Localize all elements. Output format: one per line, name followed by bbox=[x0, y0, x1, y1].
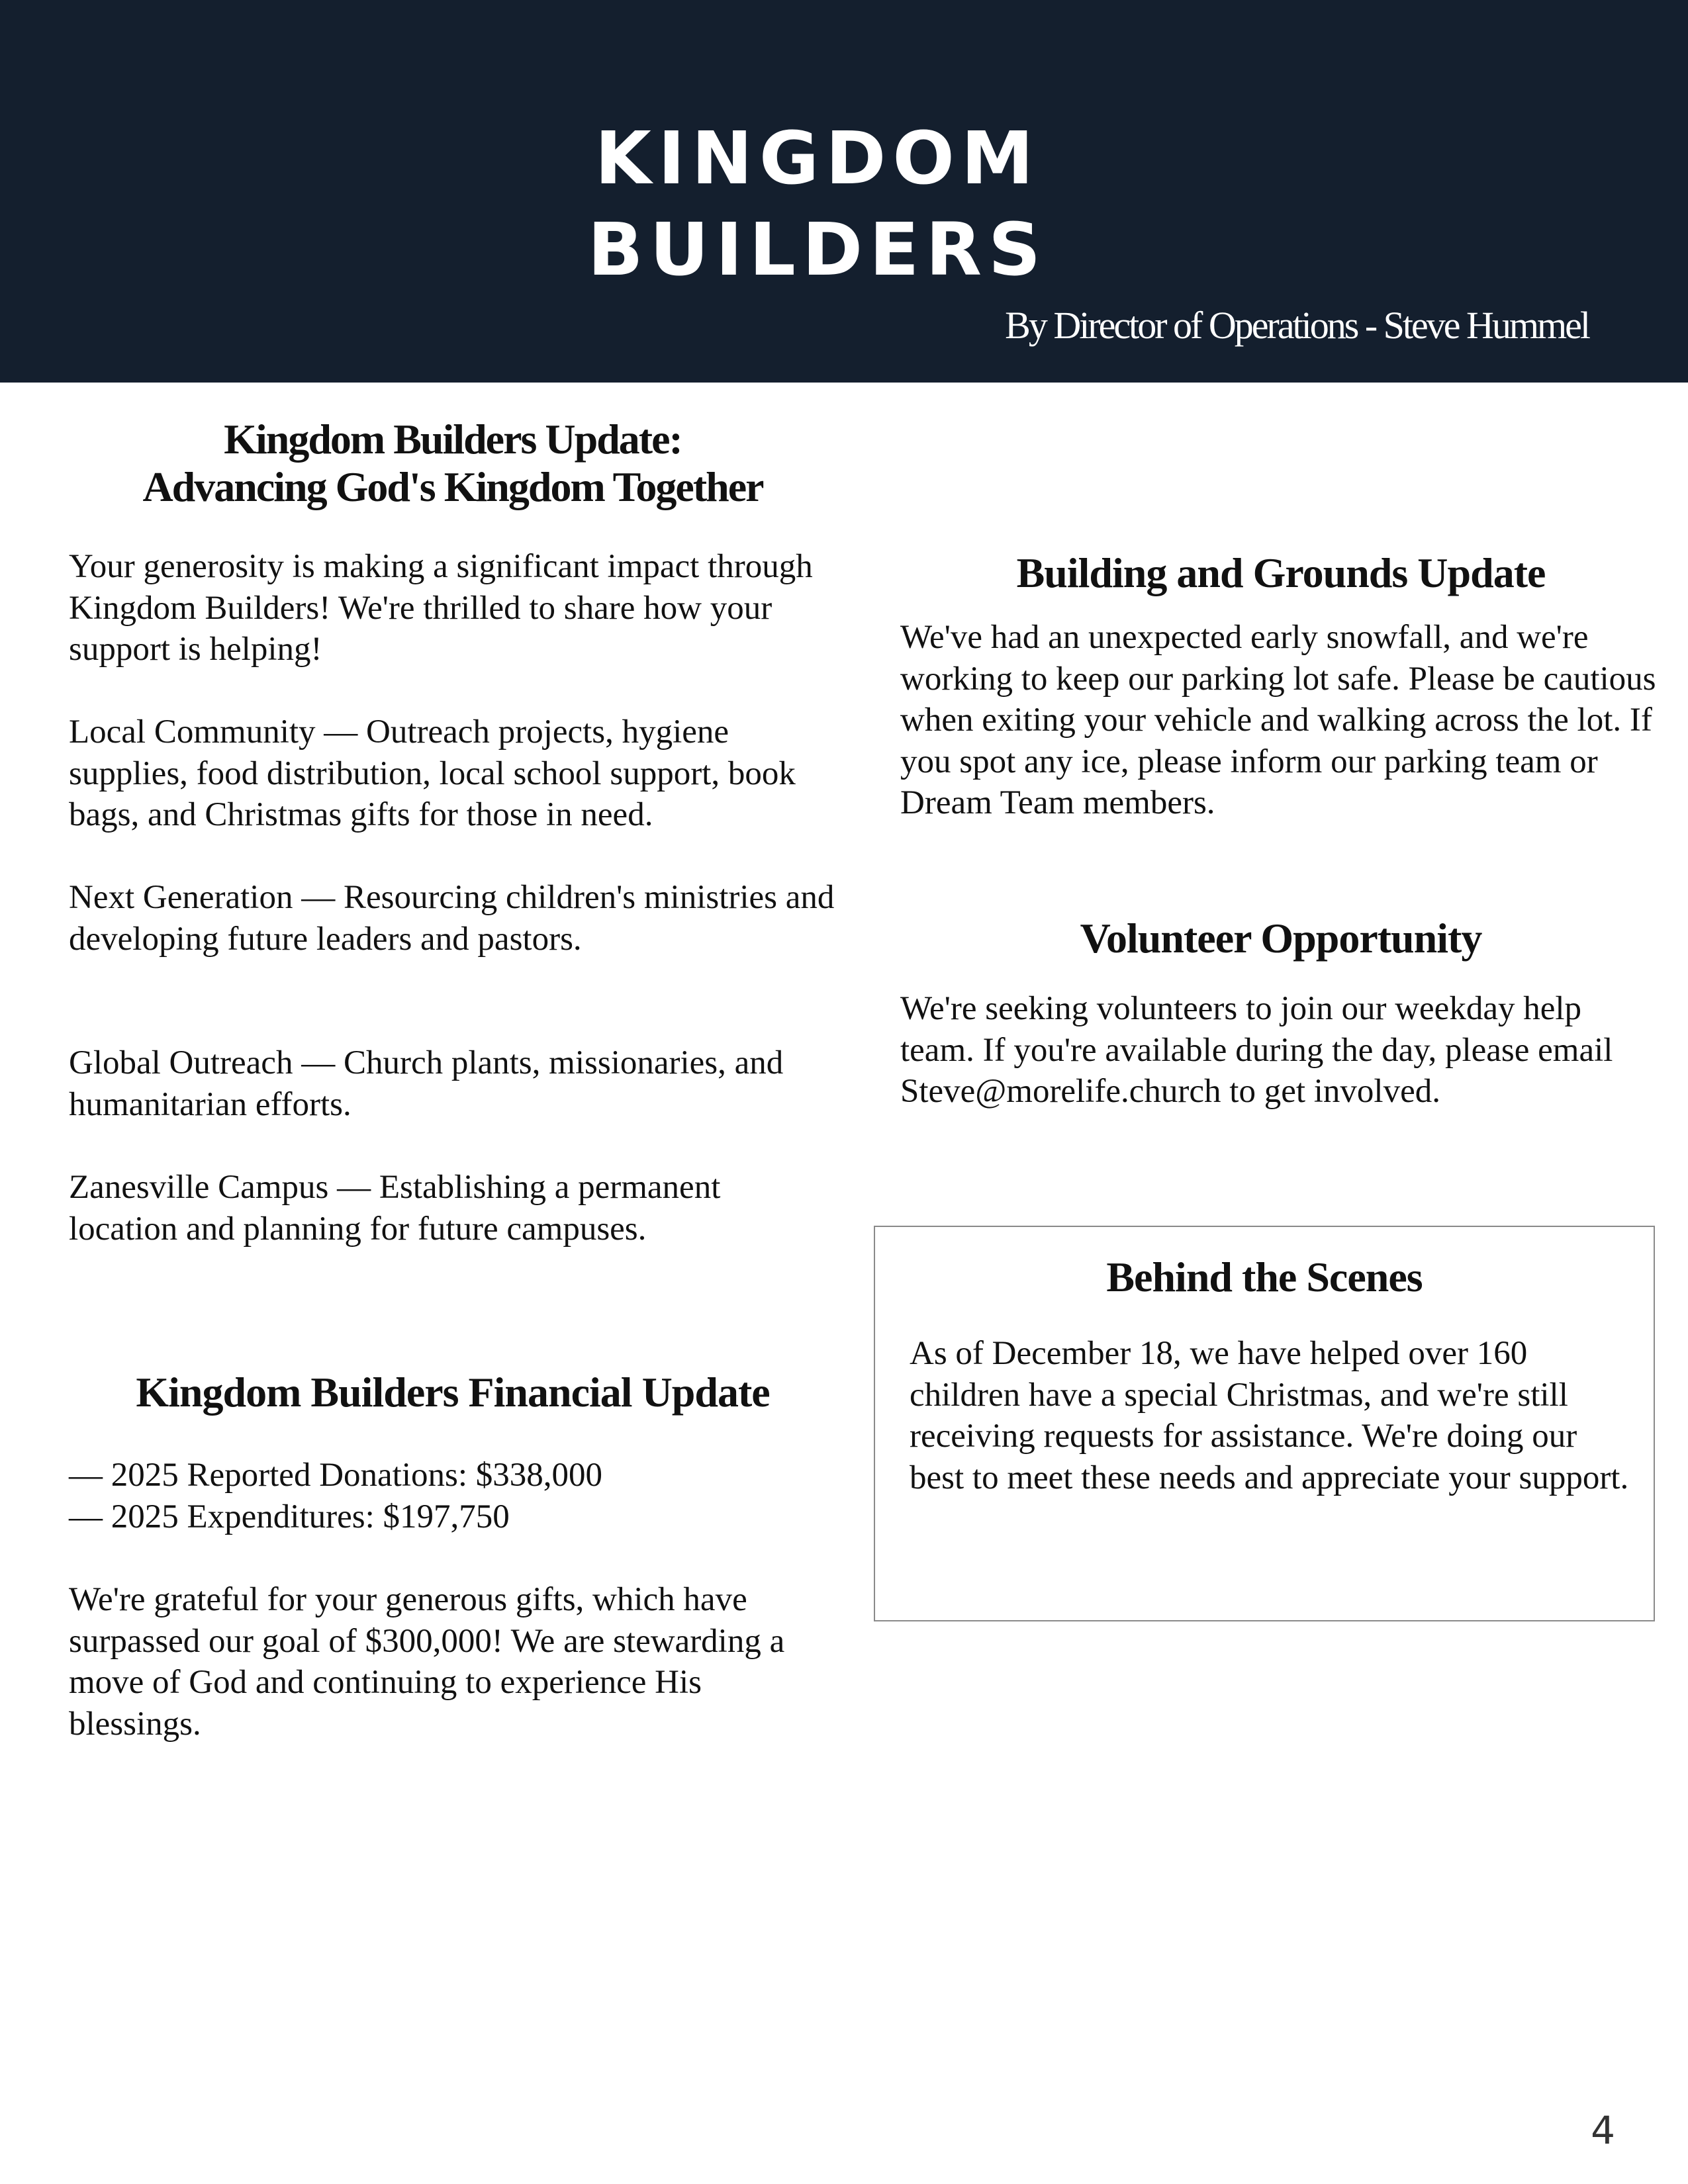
volunteer-heading: Volunteer Opportunity bbox=[1080, 915, 1482, 962]
update-section bbox=[69, 416, 837, 511]
page-title bbox=[0, 113, 1635, 295]
volunteer-paragraph: We're seeking volunteers to join our weekday help team. If you're available during the day, please email Steve@morelife.church to get involved. bbox=[900, 990, 1613, 1110]
update-heading-line-2: Advancing God's Kingdom Together bbox=[142, 463, 763, 510]
update-heading bbox=[69, 416, 837, 511]
behind-the-scenes-box bbox=[874, 1226, 1655, 1621]
author-byline: By Director of Operations - Steve Hummel bbox=[1005, 304, 1589, 347]
global-outreach-paragraph: Global Outreach — Church plants, missionaries, and humanitarian efforts. bbox=[69, 1044, 784, 1123]
update-heading-line-1: Kingdom Builders Update: bbox=[224, 416, 682, 463]
title-line-1: KINGDOM bbox=[594, 116, 1041, 201]
local-community-paragraph: Local Community — Outreach projects, hygiene supplies, food distribution, local school support, book bags, and Christmas gifts for those in need. bbox=[69, 713, 796, 833]
scenes-paragraph: As of December 18, we have helped over 160 children have a special Christmas, and we're still receiving requests for assistance. We're doing our best to meet these needs and appreciate your support. bbox=[910, 1335, 1629, 1496]
next-generation-paragraph: Next Generation — Resourcing children's ministries and developing future leaders and pastors. bbox=[69, 879, 835, 958]
header-banner bbox=[0, 0, 1688, 383]
intro-paragraph: Your generosity is making a significant impact through Kingdom Builders! We're thrilled to share how your support is helping! bbox=[69, 548, 813, 668]
page-number: 4 bbox=[1591, 2108, 1615, 2153]
financial-heading: Kingdom Builders Financial Update bbox=[136, 1369, 770, 1416]
zanesville-paragraph: Zanesville Campus — Establishing a permanent location and planning for future campuses. bbox=[69, 1169, 721, 1248]
grounds-heading: Building and Grounds Update bbox=[1016, 549, 1546, 596]
financial-closing-paragraph: We're grateful for your generous gifts, which have surpassed our goal of $300,000! We are stewarding a move of God and continuing to experience His blessings. bbox=[69, 1581, 785, 1743]
title-line-2: BUILDERS bbox=[587, 207, 1048, 292]
scenes-heading: Behind the Scenes bbox=[1106, 1253, 1423, 1300]
donations-line: — 2025 Reported Donations: $338,000 bbox=[69, 1457, 603, 1494]
expenditures-line: — 2025 Expenditures: $197,750 bbox=[69, 1498, 510, 1535]
grounds-paragraph: We've had an unexpected early snowfall, and we're working to keep our parking lot safe. Please be cautious when exiting your vehicle and walking across the lot. If you spot any ice, please inform our parking team or Dream Team members. bbox=[900, 619, 1656, 821]
